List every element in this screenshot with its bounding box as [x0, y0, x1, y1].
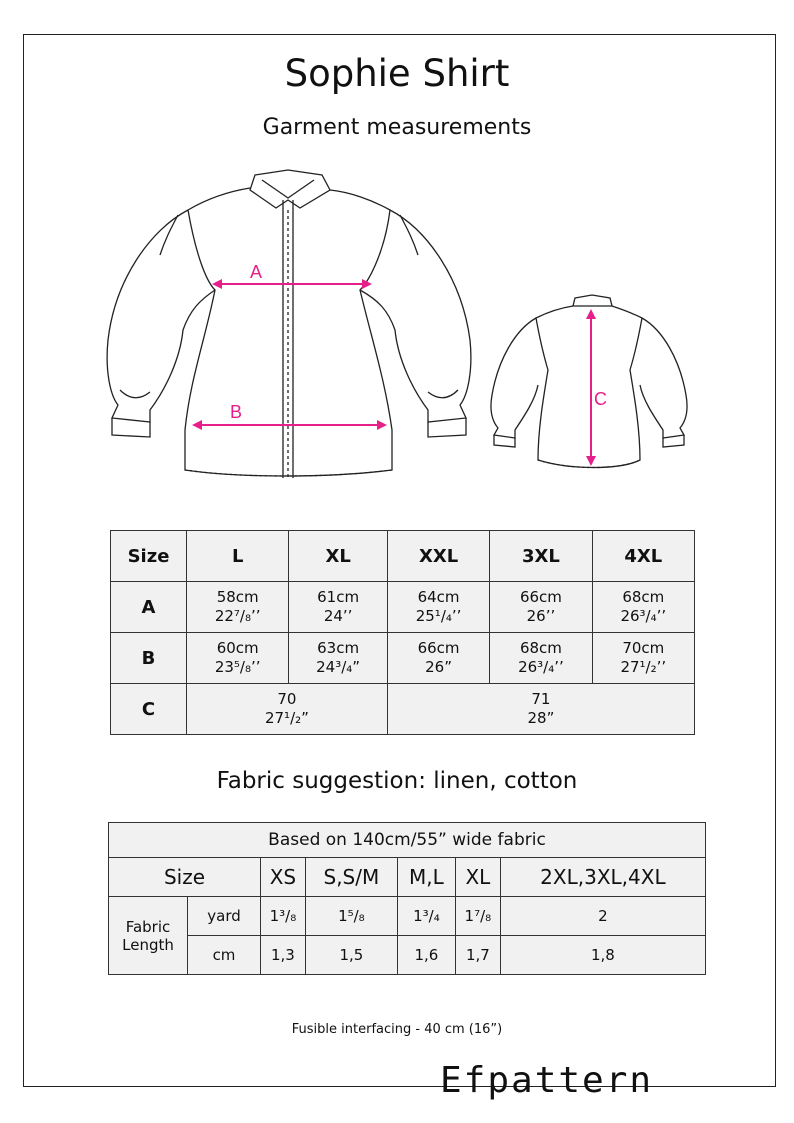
- fabric-suggestion: Fabric suggestion: linen, cotton: [216, 768, 578, 794]
- cm-label: cm: [188, 936, 261, 975]
- page-title: Sophie Shirt: [284, 52, 510, 95]
- cm-xl: 1,7: [455, 936, 500, 975]
- measurement-table: [110, 530, 695, 735]
- cell-b-xxl: 66cm 26”: [387, 633, 489, 684]
- cell-a-xl: 61cm 24’’: [289, 582, 388, 633]
- label-c: C: [594, 389, 607, 409]
- page-subtitle: Garment measurements: [262, 115, 532, 140]
- label-b: B: [230, 402, 243, 422]
- yard-2xl: 2: [500, 897, 705, 936]
- fabric-banner: Based on 140cm/55” wide fabric: [109, 823, 706, 858]
- fabric-size-label: Size: [109, 858, 261, 897]
- cell-a-4xl: 68cm 26³/₄’’: [592, 582, 694, 633]
- interfacing-note: Fusible interfacing - 40 cm (16”): [291, 1022, 503, 1037]
- fabric-size-s: S,S/M: [305, 858, 397, 897]
- yard-xs: 1³/₈: [261, 897, 306, 936]
- header-xl: XL: [289, 531, 388, 582]
- cm-m: 1,6: [397, 936, 455, 975]
- fabric-table: [108, 822, 706, 975]
- yard-s: 1⁵/₈: [305, 897, 397, 936]
- cell-c-xxl-4xl: 71 28”: [387, 684, 694, 735]
- shirt-illustration: [0, 160, 794, 480]
- row-label-b: B: [111, 633, 187, 684]
- cell-b-4xl: 70cm 27¹/₂’’: [592, 633, 694, 684]
- cm-xs: 1,3: [261, 936, 306, 975]
- back-shirt-drawing: [491, 295, 687, 468]
- row-label-c: C: [111, 684, 187, 735]
- cell-a-3xl: 66cm 26’’: [490, 582, 592, 633]
- cm-s: 1,5: [305, 936, 397, 975]
- front-shirt-drawing: [107, 170, 471, 478]
- cell-a-xxl: 64cm 25¹/₄’’: [387, 582, 489, 633]
- cell-c-l-xl: 70 27¹/₂”: [187, 684, 388, 735]
- cell-b-3xl: 68cm 26³/₄’’: [490, 633, 592, 684]
- header-4xl: 4XL: [592, 531, 694, 582]
- yard-xl: 1⁷/₈: [455, 897, 500, 936]
- fabric-size-2xl: 2XL,3XL,4XL: [500, 858, 705, 897]
- cm-2xl: 1,8: [500, 936, 705, 975]
- fabric-size-xl: XL: [455, 858, 500, 897]
- cell-b-l: 60cm 23⁵/₈’’: [187, 633, 289, 684]
- label-a: A: [250, 262, 263, 282]
- cell-b-xl: 63cm 24³/₄”: [289, 633, 388, 684]
- brand-logo: Efpattern: [440, 1060, 654, 1101]
- header-3xl: 3XL: [490, 531, 592, 582]
- measurement-arrows: [192, 279, 596, 466]
- fabric-size-xs: XS: [261, 858, 306, 897]
- header-size: Size: [111, 531, 187, 582]
- header-xxl: XXL: [387, 531, 489, 582]
- row-label-a: A: [111, 582, 187, 633]
- fabric-length-label: Fabric Length: [109, 897, 188, 975]
- fabric-size-m: M,L: [397, 858, 455, 897]
- header-l: L: [187, 531, 289, 582]
- yard-m: 1³/₄: [397, 897, 455, 936]
- cell-a-l: 58cm 22⁷/₈’’: [187, 582, 289, 633]
- yard-label: yard: [188, 897, 261, 936]
